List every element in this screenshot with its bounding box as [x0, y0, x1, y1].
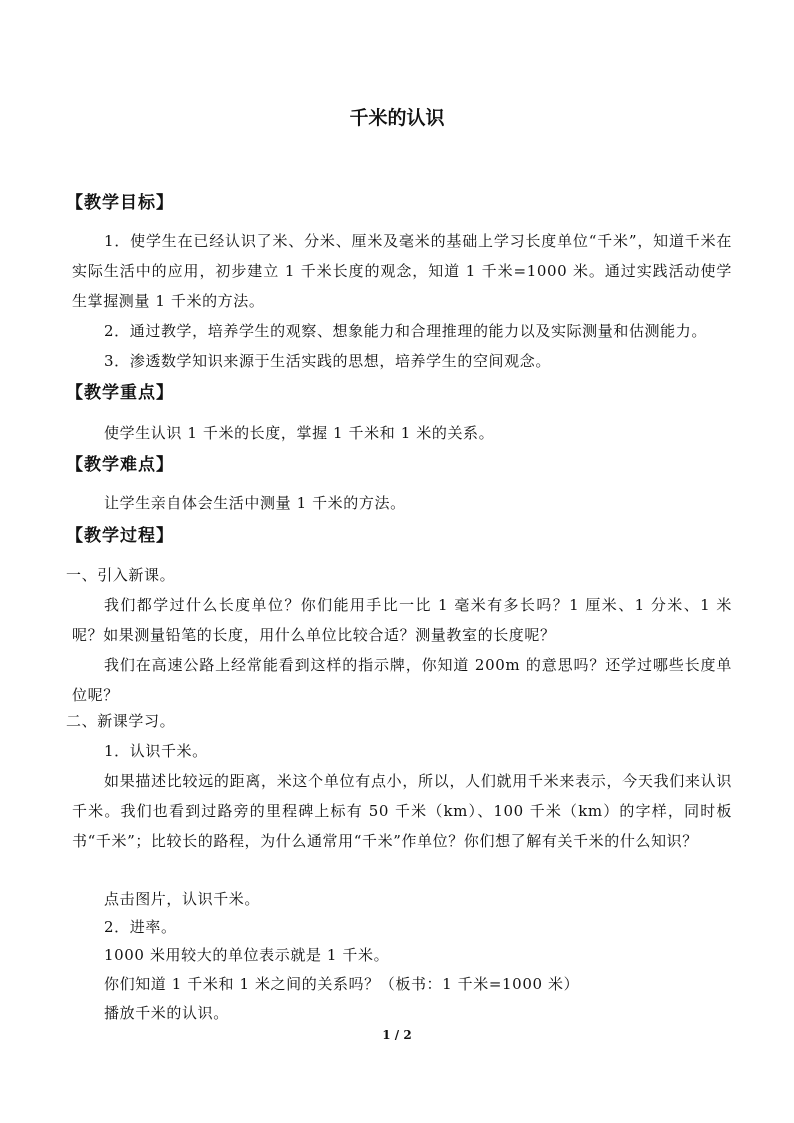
process-part1-paragraph-1: 我们都学过什么长度单位？你们能用手比一比 1 毫米有多长吗？1 厘米、1 分米、1 米呢？如果测量铅笔的长度，用什么单位比较合适？测量教室的长度呢？ [72, 596, 732, 644]
heading-process: 【教学过程】 [66, 526, 174, 546]
process-step2-title: 2．进率。 [104, 918, 177, 936]
page-number: 1 / 2 [382, 1028, 412, 1042]
document-title: 千米的认识 [349, 107, 445, 129]
heading-difficulties: 【教学难点】 [66, 455, 174, 475]
process-part1-paragraph-2: 我们在高速公路上经常能看到这样的指示牌，你知道 200m 的意思吗？还学过哪些长度单位呢？ [72, 656, 732, 704]
process-step2-paragraph-2: 你们知道 1 千米和 1 米之间的关系吗？（板书：1 千米=1000 米） [104, 975, 580, 993]
process-step2-paragraph-1: 1000 米用较大的单位表示就是 1 千米。 [104, 946, 390, 964]
key-points-text: 使学生认识 1 千米的长度，掌握 1 千米和 1 米的关系。 [104, 424, 495, 442]
objective-item-3: 3．渗透数学知识来源于生活实践的思想，培养学生的空间观念。 [104, 352, 551, 370]
difficulties-text: 让学生亲自体会生活中测量 1 千米的方法。 [104, 494, 406, 512]
process-step1-paragraph-2: 点击图片，认识千米。 [104, 890, 261, 908]
process-step1-title: 1．认识千米。 [104, 742, 208, 760]
objective-item-2: 2．通过教学，培养学生的观察、想象能力和合理推理的能力以及实际测量和估测能力。 [104, 322, 707, 340]
objective-item-1: 1．使学生在已经认识了米、分米、厘米及毫米的基础上学习长度单位“千米”，知道千米在实际生活中的应用，初步建立 1 千米长度的观念，知道 1 千米=1000 米。通过实践活动使学生掌握测量 1 千米的方法。 [72, 232, 732, 310]
heading-objectives: 【教学目标】 [66, 193, 174, 213]
process-part2-title: 二、新课学习。 [66, 712, 176, 730]
heading-key-points: 【教学重点】 [66, 383, 174, 403]
process-part1-title: 一、引入新课。 [66, 566, 176, 584]
process-step2-paragraph-3: 播放千米的认识。 [104, 1004, 229, 1022]
process-step1-paragraph-1: 如果描述比较远的距离，米这个单位有点小，所以，人们就用千米来表示，今天我们来认识千米。我们也看到过路旁的里程碑上标有 50 千米（km）、100 千米（km）的字样，同时板书“千米”；比较长的路程，为什么通常用“千米”作单位？你们想了解有关千米的什么知识？ [72, 772, 732, 850]
